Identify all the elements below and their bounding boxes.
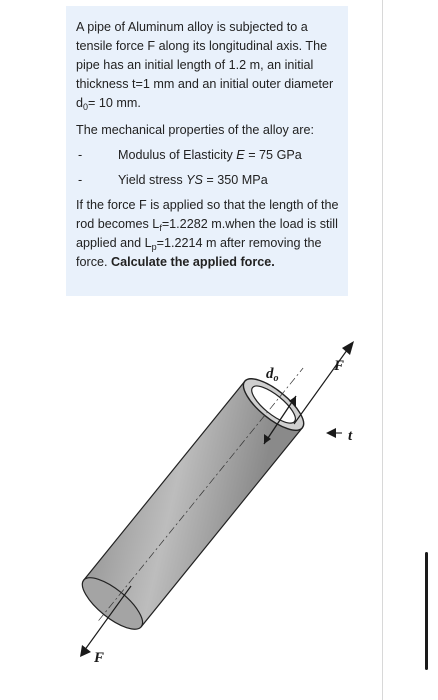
- panel-divider: [382, 0, 383, 700]
- label-diameter: $d_o$: [266, 366, 279, 384]
- pipe-axis: [99, 368, 304, 621]
- question-prompt: Calculate the applied force.: [111, 255, 275, 269]
- bullet-dash: -: [78, 173, 83, 187]
- scrollbar-thumb[interactable]: [425, 552, 428, 670]
- label-force-top: F: [334, 358, 345, 374]
- problem-text: [76, 18, 346, 272]
- intro-text-end: = 10 mm.: [88, 96, 141, 110]
- force-arrow-bottom-icon: [80, 645, 91, 657]
- property-yield: Yield stress YS = 350 MPa: [118, 173, 268, 187]
- property-row-yield: [76, 171, 346, 190]
- intro-text: A pipe of Aluminum alloy is subjected to a tensile force F along its longitudinal axis. The pipe has an initial length of 1.2 m, an initial thickness t=1 mm and an initial outer diameter d: [76, 20, 334, 110]
- label-force-bottom: F: [94, 650, 105, 666]
- problem-question: If the force F is applied so that the length of the rod becomes $L_f=1.2282$ m.when the load is still applied and $L_p=1.2214$ m after removing the force. Calculate the applied force.: [76, 198, 339, 269]
- bullet-dash: -: [78, 148, 83, 162]
- thickness-arrow-icon: [326, 428, 336, 438]
- pipe-diagram: [66, 296, 356, 696]
- problem-intro: [76, 18, 346, 113]
- property-row-modulus: [76, 146, 346, 165]
- left-margin: [0, 0, 20, 700]
- intro-subscript: 0: [83, 102, 89, 112]
- force-arrow-top-icon: [342, 341, 354, 355]
- properties-heading: The mechanical properties of the alloy are:: [76, 123, 315, 137]
- label-thickness: t: [348, 428, 353, 444]
- pipe-figure: [66, 296, 356, 696]
- property-modulus: Modulus of Elasticity E = 75 GPa: [118, 148, 302, 162]
